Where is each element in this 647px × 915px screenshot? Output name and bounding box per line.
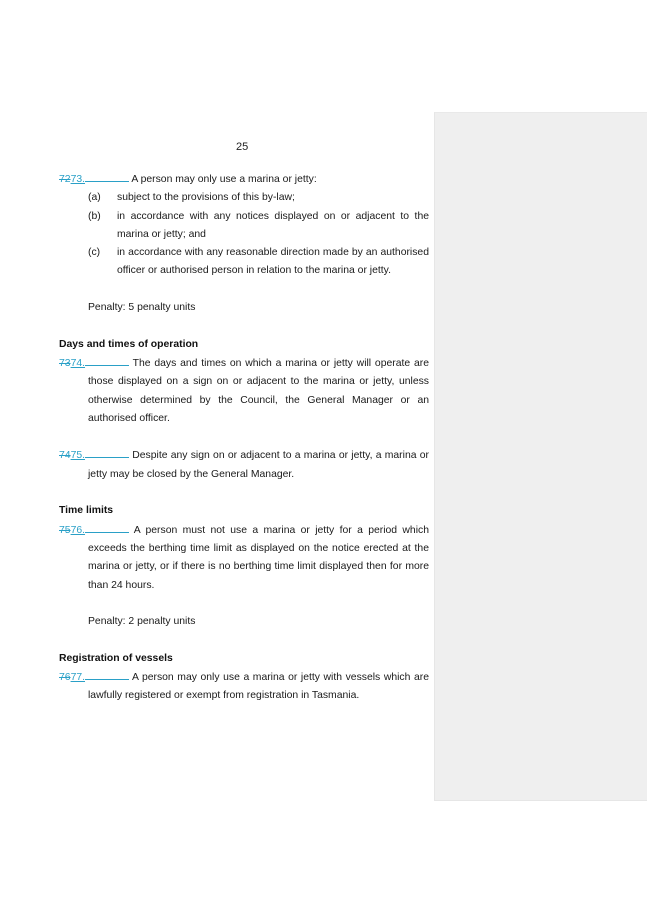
revision-number bbox=[59, 525, 134, 536]
clause-text: A person may only use a marina or jetty with vessels which are lawfully registered or exempt from registration in Tasmania. bbox=[88, 672, 429, 702]
clause-73 bbox=[59, 170, 429, 189]
inserted-number: 74. bbox=[70, 357, 86, 369]
list-item bbox=[59, 208, 429, 245]
clause-text: The days and times on which a marina or jetty will operate are those displayed on a sign on or adjacent to the marina or jetty, unless otherwise determined by the Council, the General Manager or an authorised officer. bbox=[88, 357, 429, 424]
item-text: in accordance with any notices displayed on or adjacent to the marina or jetty; and bbox=[117, 210, 429, 240]
tab-leader bbox=[85, 521, 129, 533]
section-heading: Time limits bbox=[59, 505, 114, 517]
penalty-text: Penalty: 2 penalty units bbox=[88, 616, 196, 628]
inserted-number: 76. bbox=[70, 524, 86, 536]
document-body bbox=[59, 170, 429, 706]
tab-leader bbox=[85, 668, 129, 680]
list-item bbox=[59, 189, 429, 207]
inserted-number: 77. bbox=[70, 672, 86, 684]
tab-leader bbox=[85, 446, 129, 458]
inserted-number: 73. bbox=[70, 174, 86, 185]
deleted-number: 76 bbox=[59, 672, 71, 684]
revision-number bbox=[59, 672, 132, 683]
section-heading: Days and times of operation bbox=[59, 338, 199, 350]
clause-75 bbox=[59, 446, 429, 484]
item-label: (a) bbox=[88, 192, 101, 204]
deleted-number: 72 bbox=[59, 174, 71, 185]
penalty-text: Penalty: 5 penalty units bbox=[88, 302, 196, 314]
item-label: (b) bbox=[88, 210, 101, 222]
clause-text: A person must not use a marina or jetty for a period which exceeds the berthing time limit as displayed on the notice erected at the marina or jetty, or if there is no berthing time limit displayed then for more than 24 hours. bbox=[88, 524, 429, 591]
clause-text: A person may only use a marina or jetty: bbox=[131, 174, 317, 185]
page-number: 25 bbox=[236, 141, 249, 153]
revision-number bbox=[59, 450, 132, 461]
clause-74 bbox=[59, 354, 429, 428]
clause-77 bbox=[59, 668, 429, 706]
deleted-number: 74 bbox=[59, 450, 71, 462]
clause-text: Despite any sign on or adjacent to a marina or jetty, a marina or jetty may be closed by the General Manager. bbox=[88, 450, 429, 480]
inserted-number: 75. bbox=[70, 450, 86, 462]
item-text: in accordance with any reasonable direction made by an authorised officer or authorised person in relation to the marina or jetty. bbox=[117, 247, 429, 277]
item-label: (c) bbox=[88, 247, 101, 259]
item-text: subject to the provisions of this by-law; bbox=[117, 192, 295, 204]
tab-leader bbox=[85, 170, 129, 182]
clause-76 bbox=[59, 521, 429, 595]
deleted-number: 73 bbox=[59, 357, 71, 369]
deleted-number: 75 bbox=[59, 524, 71, 536]
section-heading: Registration of vessels bbox=[59, 652, 173, 664]
revision-number bbox=[59, 358, 133, 369]
tab-leader bbox=[85, 354, 129, 366]
comment-pane bbox=[434, 112, 647, 801]
list-item bbox=[59, 244, 429, 281]
revision-number bbox=[59, 174, 131, 185]
